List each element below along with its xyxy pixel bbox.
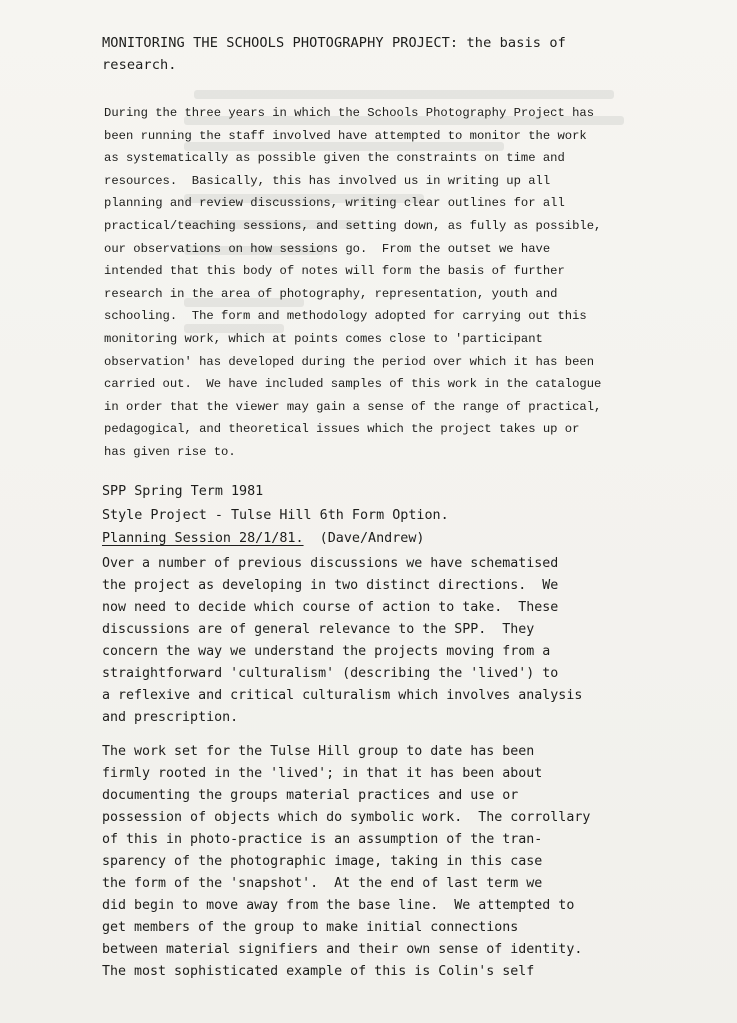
paragraph-line: concern the way we understand the projects moving from a <box>102 644 551 659</box>
paragraph-line: straightforward 'culturalism' (describing the 'lived') to <box>102 666 559 681</box>
paragraph-line: the form of the 'snapshot'. At the end of last term we <box>102 876 543 891</box>
intro-line: resources. Basically, this has involved us in writing up all <box>104 173 551 188</box>
paragraph-line: did begin to move away from the base line. We attempted to <box>102 898 575 913</box>
paragraph-line: a reflexive and critical culturalism which involves analysis <box>102 688 583 703</box>
intro-line: observation' has developed during the period over which it has been <box>104 354 595 369</box>
project-heading: Style Project - Tulse Hill 6th Form Option. <box>102 507 449 523</box>
paragraph-line: between material signifiers and their own sense of identity. <box>102 942 583 957</box>
intro-paragraph <box>104 102 644 464</box>
intro-line: been running the staff involved have attempted to monitor the work <box>104 128 587 143</box>
intro-line: planning and review discussions, writing clear outlines for all <box>104 196 565 211</box>
intro-line: schooling. The form and methodology adopted for carrying out this <box>104 309 587 324</box>
intro-line: carried out. We have included samples of this work in the catalogue <box>104 377 602 392</box>
paragraph-line: now need to decide which course of action to take. These <box>102 600 559 615</box>
paragraph-line: and prescription. <box>102 710 239 725</box>
title-line: MONITORING THE SCHOOLS PHOTOGRAPHY PROJECT: the basis of <box>102 35 566 51</box>
paragraph-line: of this in photo-practice is an assumption of the tran- <box>102 832 543 847</box>
intro-line: in order that the viewer may gain a sense of the range of practical, <box>104 399 602 414</box>
session-heading <box>102 527 662 551</box>
intro-line: monitoring work, which at points comes close to 'participant <box>104 331 543 346</box>
paragraph-line: documenting the groups material practices and use or <box>102 788 519 803</box>
paragraph-line: The work set for the Tulse Hill group to date has been <box>102 744 535 759</box>
intro-line: as systematically as possible given the constraints on time and <box>104 151 565 166</box>
intro-line: research in the area of photography, representation, youth and <box>104 286 558 301</box>
paragraph-line: discussions are of general relevance to the SPP. They <box>102 622 535 637</box>
intro-line: intended that this body of notes will form the basis of further <box>104 264 565 279</box>
session-title: Planning Session 28/1/81. <box>102 531 304 546</box>
body-paragraph-2 <box>102 741 722 983</box>
document-title <box>102 32 642 76</box>
session-attendees: (Dave/Andrew) <box>303 531 425 546</box>
paragraph-line: possession of objects which do symbolic work. The corrollary <box>102 810 591 825</box>
body-paragraph-1 <box>102 553 702 729</box>
paragraph-line: firmly rooted in the 'lived'; in that it has been about <box>102 766 543 781</box>
intro-line: During the three years in which the Schools Photography Project has <box>104 106 595 120</box>
intro-line: pedagogical, and theoretical issues which the project takes up or <box>104 422 580 437</box>
intro-line: practical/teaching sessions, and setting down, as fully as possible, <box>104 218 602 233</box>
paragraph-line: get members of the group to make initial connections <box>102 920 519 935</box>
intro-line: has given rise to. <box>104 444 236 459</box>
title-line: research. <box>102 57 177 73</box>
paragraph-line: sparency of the photographic image, taking in this case <box>102 854 543 869</box>
term-heading: SPP Spring Term 1981 <box>102 484 264 499</box>
paragraph-line: the project as developing in two distinct directions. We <box>102 578 559 593</box>
intro-line: our observations on how sessions go. From the outset we have <box>104 241 551 256</box>
paragraph-line: The most sophisticated example of this is Colin's self <box>102 964 535 979</box>
section-heading <box>102 480 662 551</box>
paragraph-line: Over a number of previous discussions we have schematised <box>102 556 559 571</box>
